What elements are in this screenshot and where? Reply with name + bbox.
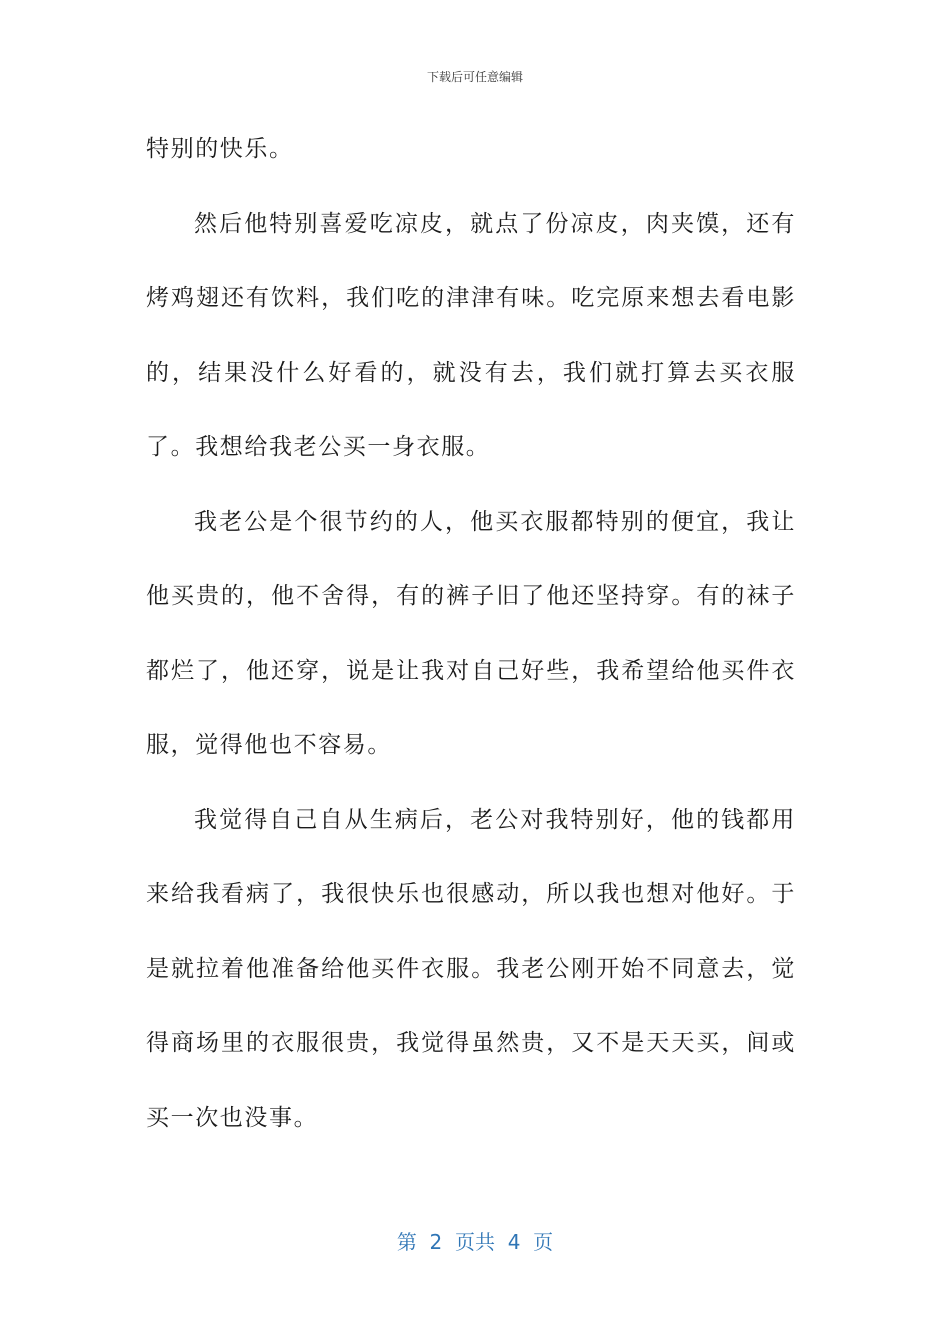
paragraph: 然后他特别喜爱吃凉皮，就点了份凉皮，肉夹馍，还有烤鸡翅还有饮料，我们吃的津津有味。吃完原来想去看电影的，结果没什么好看的，就没有去，我们就打算去买衣服了。我想给我老公买一身衣服。 xyxy=(146,210,796,460)
paragraph: 我老公是个很节约的人，他买衣服都特别的便宜，我让他买贵的，他不舍得，有的裤子旧了他还坚持穿。有的袜子都烂了，他还穿，说是让我对自己好些，我希望给他买件衣服，觉得他也不容易。 xyxy=(146,508,796,758)
paragraph-continuation: 特别的快乐。 xyxy=(146,136,294,162)
page-header: 下载后可任意编辑 xyxy=(426,70,523,84)
paragraph: 我觉得自己自从生病后，老公对我特别好，他的钱都用来给我看病了，我很快乐也很感动，所以我也想对他好。于是就拉着他准备给他买件衣服。我老公刚开始不同意去，觉得商场里的衣服很贵，我觉得虽然贵，又不是天天买，间或买一次也没事。 xyxy=(146,806,796,1131)
document-body xyxy=(146,112,796,1155)
page-footer-page-number: 第 2 页共 4 页 xyxy=(396,1230,554,1254)
